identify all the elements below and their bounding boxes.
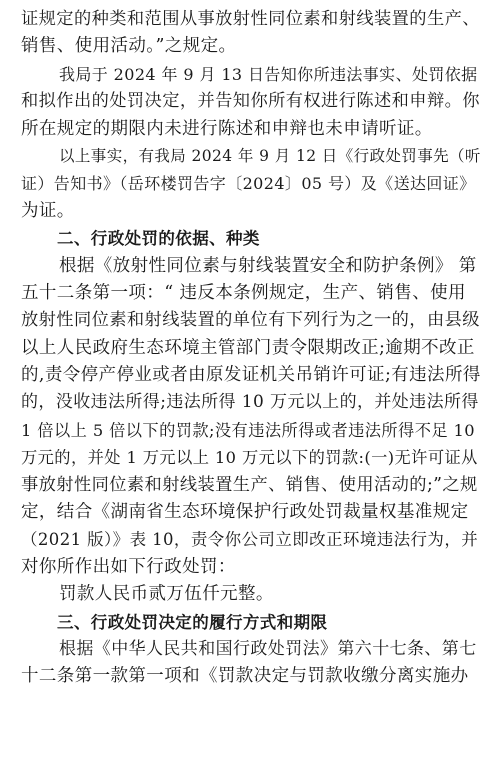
text-line: 根据《中华人民共和国行政处罚法》第六十七条、第七 [59,638,477,659]
text-line: 十二条第一款第一项和《罚款决定与罚款收缴分离实施办 [21,666,469,687]
text-line: 事放射性同位素和射线装置生产、销售、使用活动的;”之规 [21,474,478,495]
text-line: 根据《放射性同位素与射线装置安全和防护条例》 第 [59,255,477,276]
text-line: 对你所作出如下行政处罚： [21,556,236,577]
text-line: 万元的，并处 1 万元以上 10 万元以下的罚款:(一)无许可证从 [21,448,478,468]
text-line: 以上事实，有我局 2024 年 9 月 12 日《行政处罚事先（听 [59,146,481,165]
text-line: （2021 版）》表 10，责令你公司立即改正环境违法行为，并 [21,530,479,550]
text-line: 销售、使用活动。”之规定。 [21,36,237,57]
text-line: 的，没收违法所得;违法所得 10 万元以上的，并处违法所得 [21,392,479,413]
text-line: 为证。 [21,200,75,221]
text-line: 1 倍以上 5 倍以下的罚款;没有违法所得或者违法所得不足 10 [21,420,476,440]
text-line: 定，结合《湖南省生态环境保护行政处罚裁量权基准规定 [21,502,469,523]
text-line: 我局于 2024 年 9 月 13 日告知你所违法事实、处罚依据 [59,64,478,84]
section-heading: 三、行政处罚决定的履行方式和期限 [57,612,328,632]
text-line: 证）告知书》（岳环楼罚告字〔2024〕05 号）及《送达回证》 [21,174,476,194]
document-page [21,0,481,691]
text-line: 证规定的种类和范围从事放射性同位素和射线装置的生产、 [21,9,480,29]
text-line: 五十二条第一项：“ 违反本条例规定，生产、销售、使用 [21,282,466,303]
text-line: 以上人民政府生态环境主管部门责令限期改正;逾期不改正 [21,337,475,358]
section-heading: 二、行政处罚的依据、种类 [57,229,260,249]
text-line: 放射性同位素和射线装置的单位有下列行为之一的，由县级 [21,310,480,331]
text-line: 罚款人民币贰万伍仟元整。 [59,584,274,605]
text-line: 的,责令停产停业或者由原发证机关吊销许可证;有违法所得 [21,365,481,386]
document-body [21,6,481,691]
text-line: 所在规定的期限内未进行陈述和申辩也未申请听证。 [21,118,433,139]
text-line: 和拟作出的处罚决定，并告知你所有权进行陈述和申辩。你 [21,91,480,112]
